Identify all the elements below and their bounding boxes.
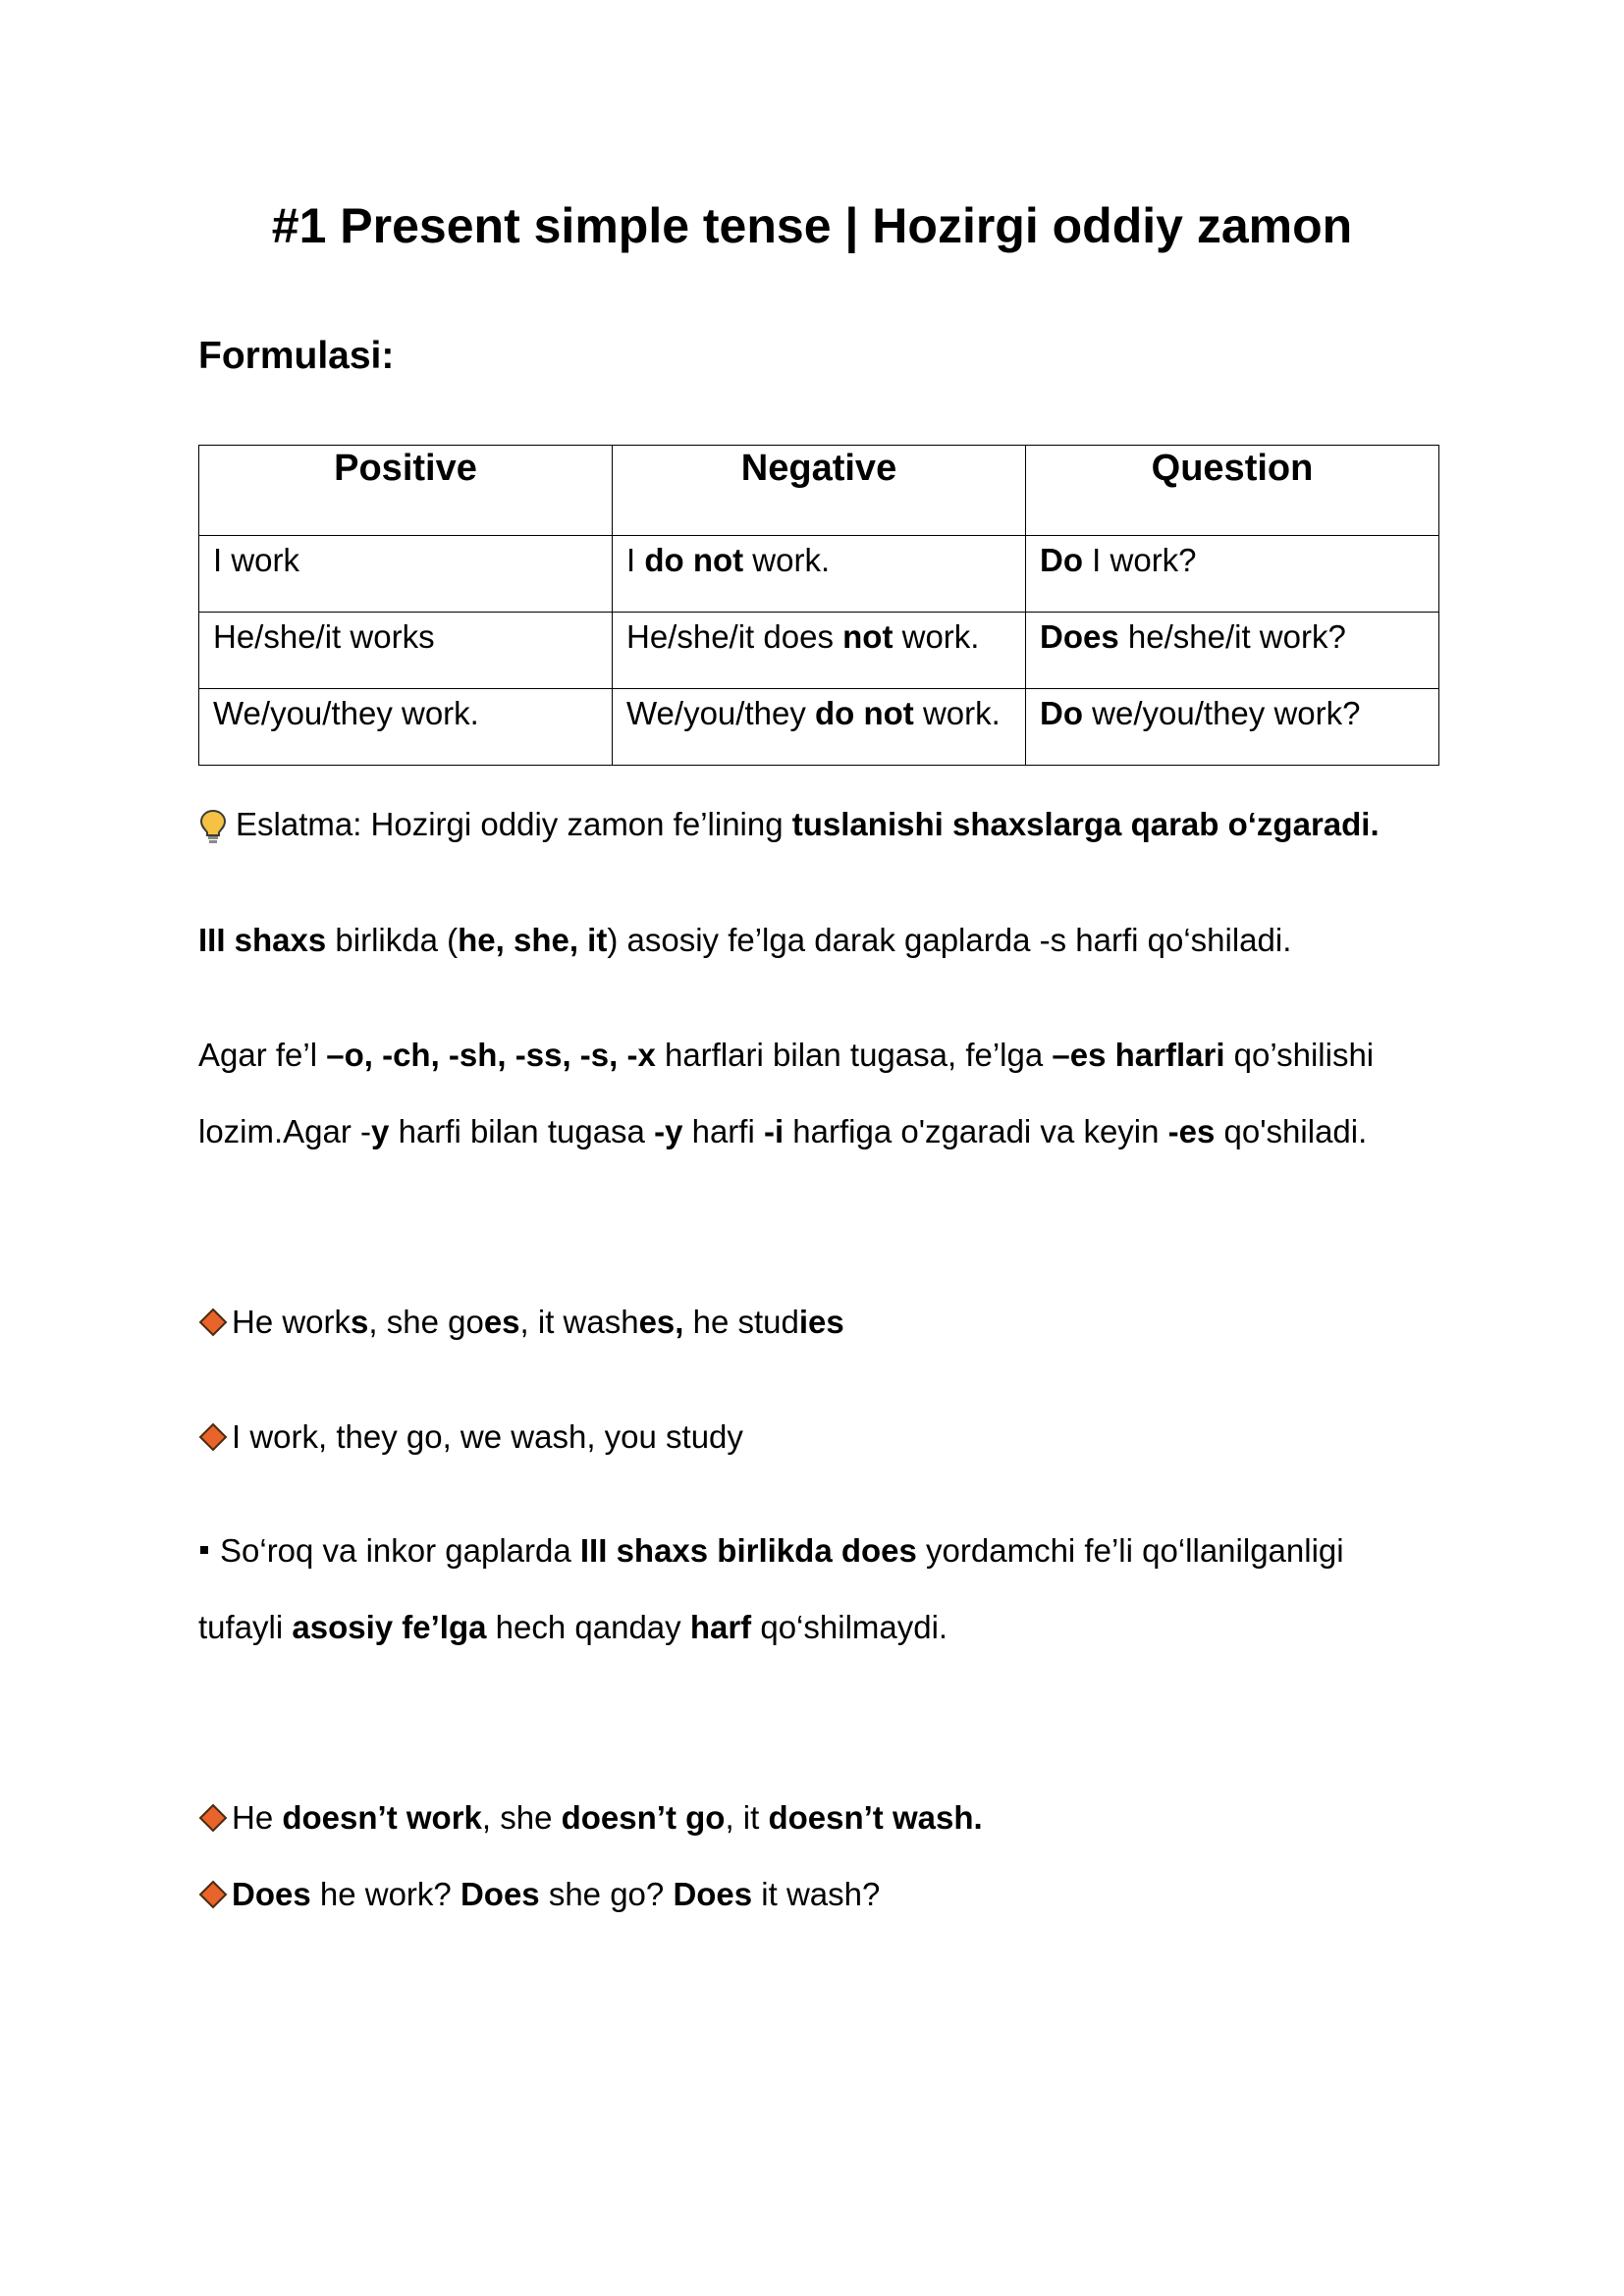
table-header-row [199, 446, 1439, 536]
example-affirmative-other: I work, they go, we wash, you study [198, 1417, 743, 1457]
orange-diamond-icon [198, 1798, 228, 1838]
cell-question: Does he/she/it work? [1026, 613, 1439, 689]
example-question: Does he work? Does she go? Does it wash? [198, 1875, 880, 1914]
table-row [199, 536, 1439, 613]
cell-negative: We/you/they do not work. [613, 689, 1026, 766]
square-bullet-icon [200, 1546, 208, 1554]
header-negative: Negative [613, 446, 1026, 536]
cell-positive: He/she/it works [199, 613, 613, 689]
table-row [199, 613, 1439, 689]
cell-positive: We/you/they work. [199, 689, 613, 766]
rule-does-line-2: tufayli asosiy fe’lga hech qanday harf qo‘shilmaydi. [198, 1609, 948, 1645]
rule-third-person: III shaxs birlikda (he, she, it) asosiy fe’lga darak gaplarda -s harfi qo‘shiladi. [198, 922, 1292, 958]
orange-diamond-icon [198, 1417, 228, 1457]
formula-table [198, 445, 1439, 766]
page-title: #1 Present simple tense | Hozirgi oddiy zamon [271, 198, 1353, 253]
header-question: Question [1026, 446, 1439, 536]
lightbulb-icon [198, 805, 228, 844]
table-row [199, 689, 1439, 766]
rule-es-line-1: Agar fe’l –o, -ch, -sh, -ss, -s, -x harflari bilan tugasa, fe’lga –es harflari qo’shilishi [198, 1037, 1375, 1073]
section-subtitle: Formulasi: [198, 335, 395, 377]
orange-diamond-icon [198, 1875, 228, 1914]
note-line: Eslatma: Hozirgi oddiy zamon fe’lining tuslanishi shaxslarga qarab o‘zgaradi. [198, 805, 1380, 844]
example-affirmative-third-person: He works, she goes, it washes, he studies [198, 1303, 844, 1342]
cell-question: Do I work? [1026, 536, 1439, 613]
rule-es-line-2: lozim.Agar -y harfi bilan tugasa -y harfi -i harfiga o'zgaradi va keyin -es qo'shiladi. [198, 1113, 1368, 1149]
example-negative: He doesn’t work, she doesn’t go, it doesn’t wash. [198, 1798, 983, 1838]
orange-diamond-icon [198, 1303, 228, 1342]
cell-negative: He/she/it does not work. [613, 613, 1026, 689]
cell-negative: I do not work. [613, 536, 1026, 613]
header-positive: Positive [199, 446, 613, 536]
cell-question: Do we/you/they work? [1026, 689, 1439, 766]
rule-does-line-1: So‘roq va inkor gaplarda III shaxs birlikda does yordamchi fe’li qo‘llanilganligi [198, 1531, 1344, 1571]
cell-positive: I work [199, 536, 613, 613]
